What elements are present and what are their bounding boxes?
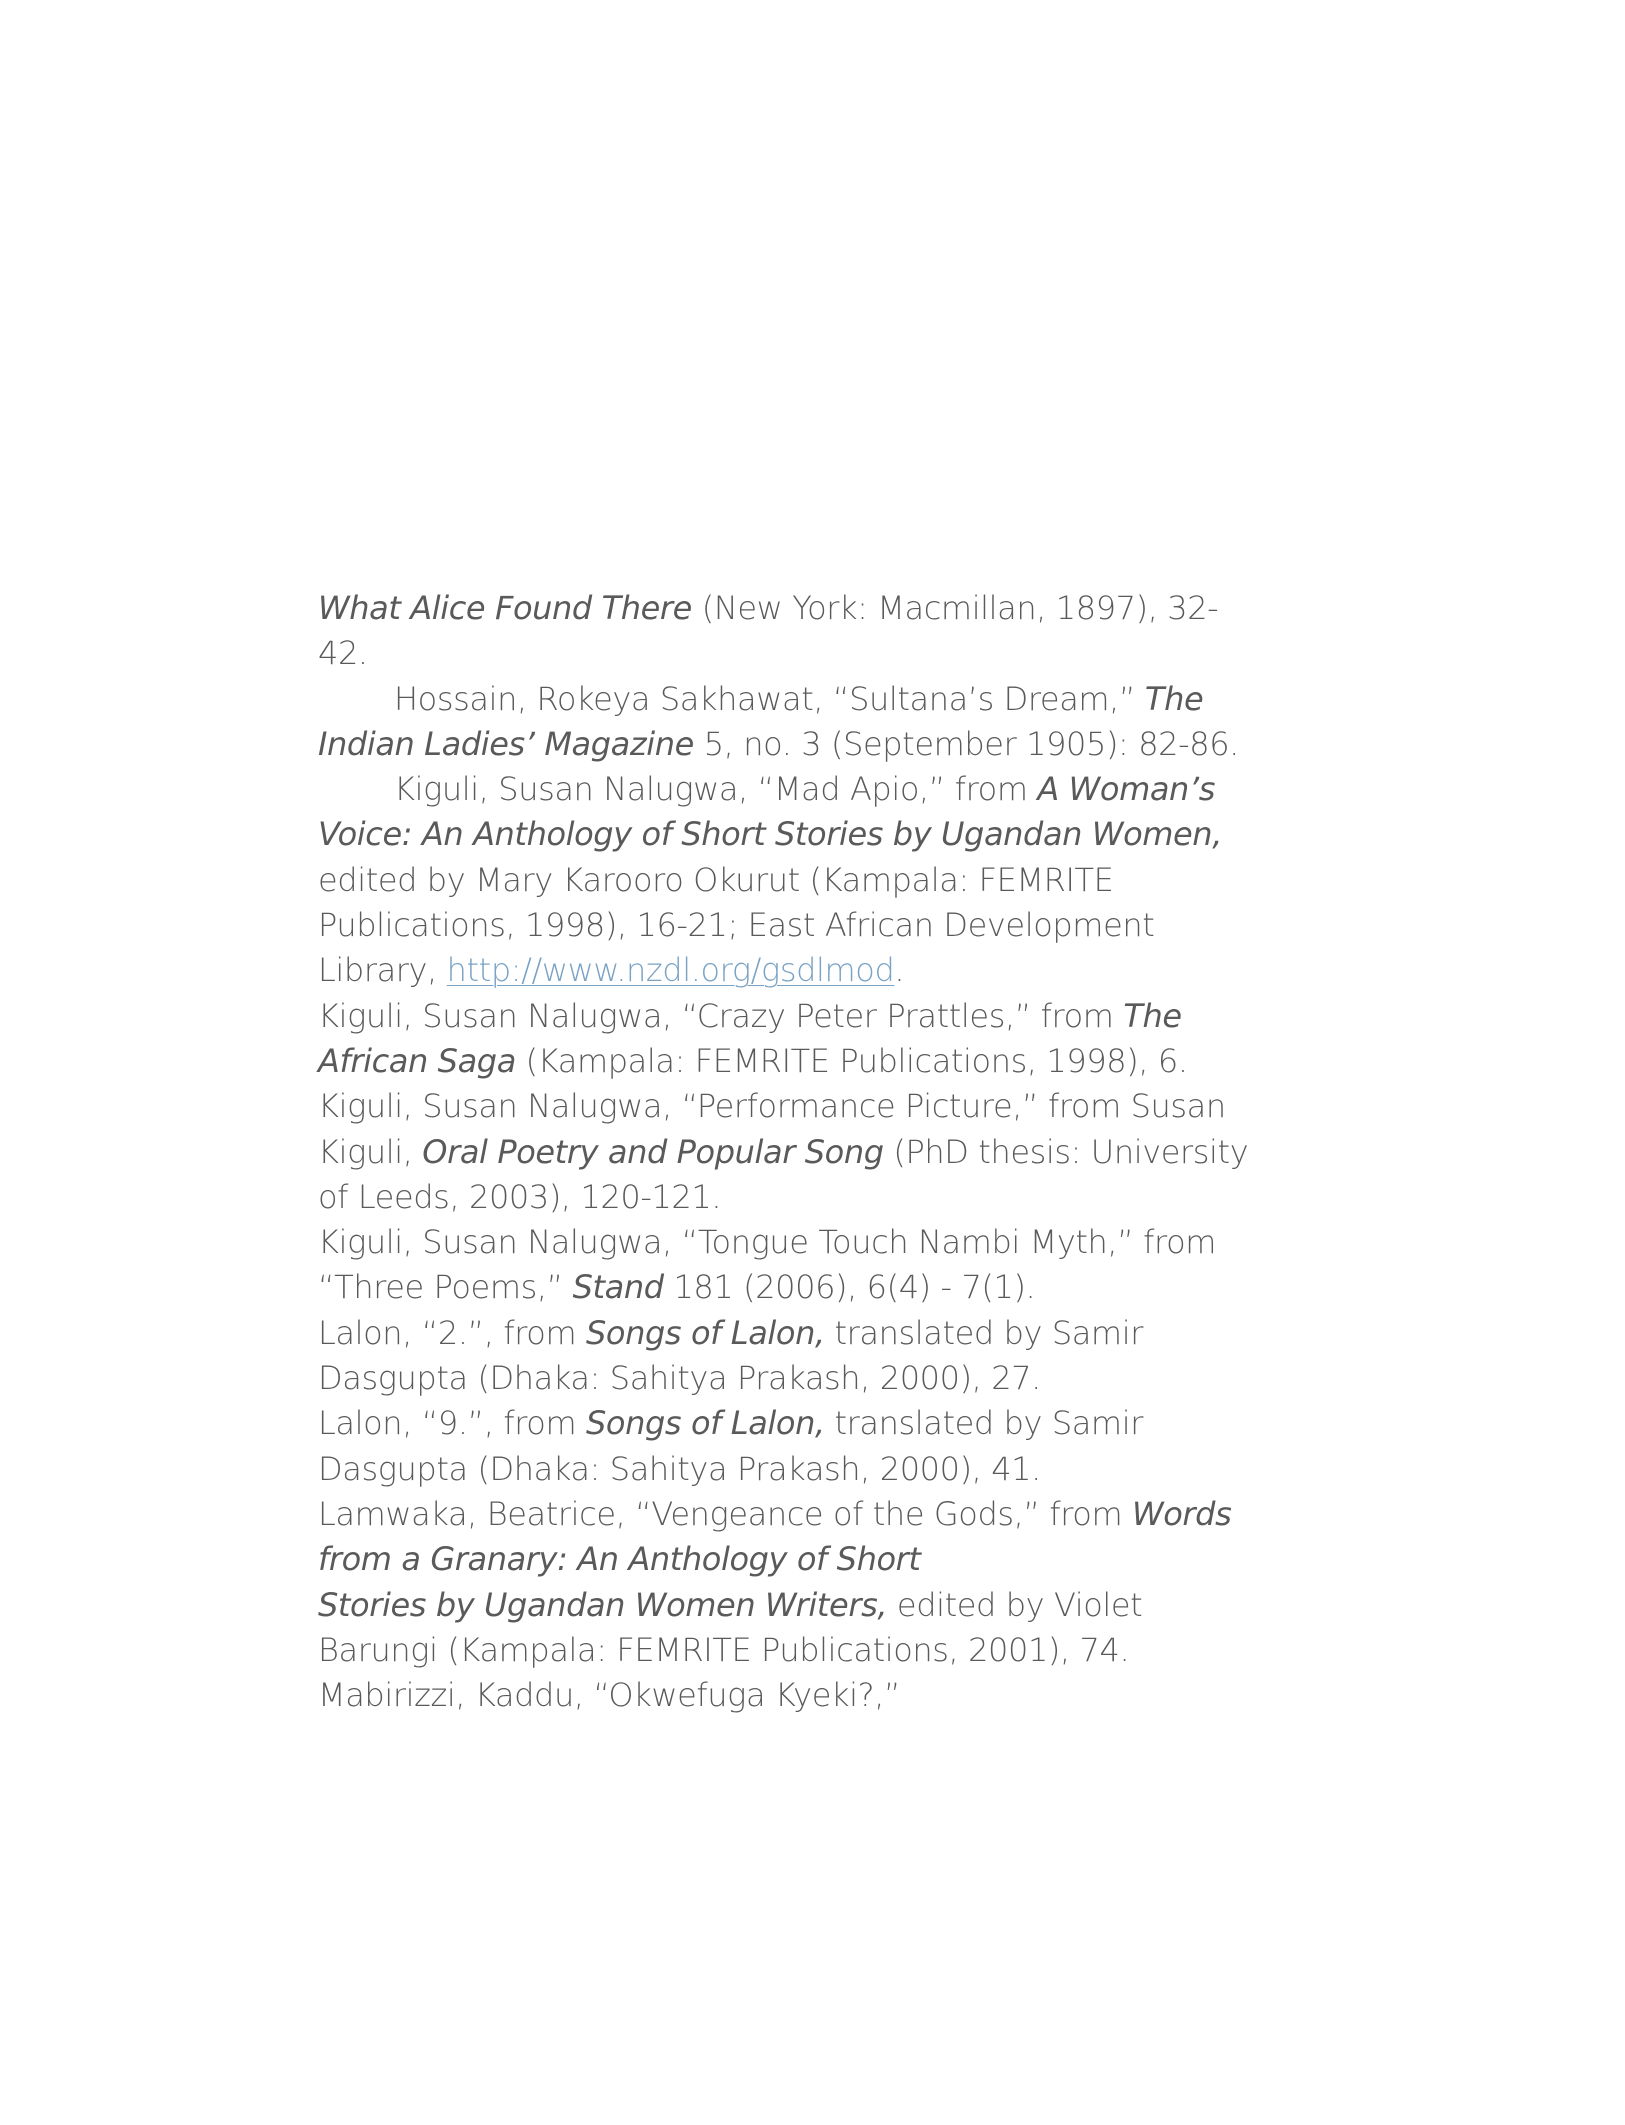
citation-text: (Kampala: FEMRITE Publications, 1998), 6. xyxy=(515,1041,1188,1080)
publication-title: Voice: An Anthology of Short Stories by Ugandan Women, xyxy=(318,815,1222,854)
citation-text: (PhD thesis: University xyxy=(883,1132,1249,1171)
citation-text: Mabirizzi, Kaddu, “Okwefuga Kyeki?,” xyxy=(318,1676,901,1715)
citation-text: . xyxy=(894,951,905,990)
citation-text: Kiguli, Susan Nalugwa, “Crazy Peter Prattles,” from xyxy=(318,996,1124,1035)
bibliography-line xyxy=(318,1356,1308,1401)
bibliography-line xyxy=(318,812,1308,857)
citation-text: Dasgupta (Dhaka: Sahitya Prakash, 2000), 41. xyxy=(318,1449,1041,1488)
bibliography-line xyxy=(318,948,1308,993)
citation-text: translated by Samir xyxy=(824,1404,1143,1443)
publication-title: The xyxy=(1123,996,1182,1035)
citation-text: Kiguli, Susan Nalugwa, “Tongue Touch Nambi Myth,” from xyxy=(318,1223,1217,1262)
bibliography-entry-start xyxy=(318,1220,1308,1265)
publication-title: The xyxy=(1144,679,1204,718)
bibliography-text xyxy=(318,586,1308,1718)
library-link[interactable]: http://www.nzdl.org/gsdlmod xyxy=(446,951,895,990)
citation-text: of Leeds, 2003), 120-121. xyxy=(318,1177,722,1216)
bibliography-entry-start xyxy=(318,677,1308,722)
bibliography-line xyxy=(318,858,1308,903)
citation-text: 181 (2006), 6(4) - 7(1). xyxy=(663,1268,1036,1307)
publication-title: Stories by Ugandan Women Writers, xyxy=(318,1585,888,1624)
bibliography-line xyxy=(318,1175,1308,1220)
publication-title: Stand xyxy=(572,1268,664,1307)
bibliography-entry-start xyxy=(318,1311,1308,1356)
bibliography-entry-start xyxy=(318,1673,1308,1718)
citation-text: edited by Mary Karooro Okurut (Kampala: FEMRITE xyxy=(318,860,1114,899)
bibliography-line xyxy=(318,903,1308,948)
bibliography-line xyxy=(318,1130,1308,1175)
bibliography-line xyxy=(318,1265,1308,1310)
citation-text: Hossain, Rokeya Sakhawat, “Sultana’s Dream,” xyxy=(394,679,1145,718)
citation-text: Kiguli, Susan Nalugwa, “Performance Picture,” from Susan xyxy=(318,1087,1226,1126)
book-title: What Alice Found There xyxy=(318,589,692,627)
citation-text: Kiguli, xyxy=(318,1132,423,1171)
publication-title: Songs of Lalon, xyxy=(586,1313,825,1352)
publication-title: Words xyxy=(1132,1494,1232,1533)
bibliography-entry-start xyxy=(318,994,1308,1039)
bibliography-entry-start xyxy=(318,1401,1308,1446)
bibliography-entry-start xyxy=(318,1492,1308,1537)
publication-title: African Saga xyxy=(318,1041,516,1080)
publication-title: Indian Ladies’ Magazine xyxy=(318,724,694,763)
publication-title: from a Granary: An Anthology of Short xyxy=(318,1540,921,1579)
bibliography-line xyxy=(318,722,1308,767)
citation-text: translated by Samir xyxy=(824,1313,1143,1352)
publication-title: Oral Poetry and Popular Song xyxy=(422,1132,884,1171)
citation-text: Library, xyxy=(318,951,447,990)
publication-title: Songs of Lalon, xyxy=(586,1404,825,1443)
bibliography-line xyxy=(318,1583,1308,1628)
citation-text: Dasgupta (Dhaka: Sahitya Prakash, 2000), 27. xyxy=(318,1359,1041,1398)
citation-text: 42. xyxy=(318,634,368,673)
bibliography-line xyxy=(318,1447,1308,1492)
citation-text: Lalon, “2.”, from xyxy=(318,1313,587,1352)
bibliography-line xyxy=(318,1039,1308,1084)
citation-text: Barungi (Kampala: FEMRITE Publications, 2001), 74. xyxy=(318,1630,1130,1669)
citation-text: Lamwaka, Beatrice, “Vengeance of the Gods,” from xyxy=(318,1494,1132,1533)
citation-text: “Three Poems,” xyxy=(318,1268,573,1307)
citation-text: (New York: Macmillan, 1897), 32- xyxy=(691,589,1219,627)
bibliography-entry-start xyxy=(318,1084,1308,1129)
citation-text: Publications, 1998), 16-21; East African Development xyxy=(318,906,1155,945)
bibliography-line xyxy=(318,586,1308,631)
citation-text: Lalon, “9.”, from xyxy=(318,1404,587,1443)
citation-text: edited by Violet xyxy=(887,1585,1143,1624)
bibliography-line xyxy=(318,631,1308,676)
citation-text: Kiguli, Susan Nalugwa, “Mad Apio,” from xyxy=(394,770,1038,809)
bibliography-entry-start xyxy=(318,767,1308,812)
bibliography-line xyxy=(318,1537,1308,1582)
bibliography-line xyxy=(318,1628,1308,1673)
publication-title: A Woman’s xyxy=(1037,770,1215,809)
citation-text: 5, no. 3 (September 1905): 82-86. xyxy=(693,724,1239,763)
